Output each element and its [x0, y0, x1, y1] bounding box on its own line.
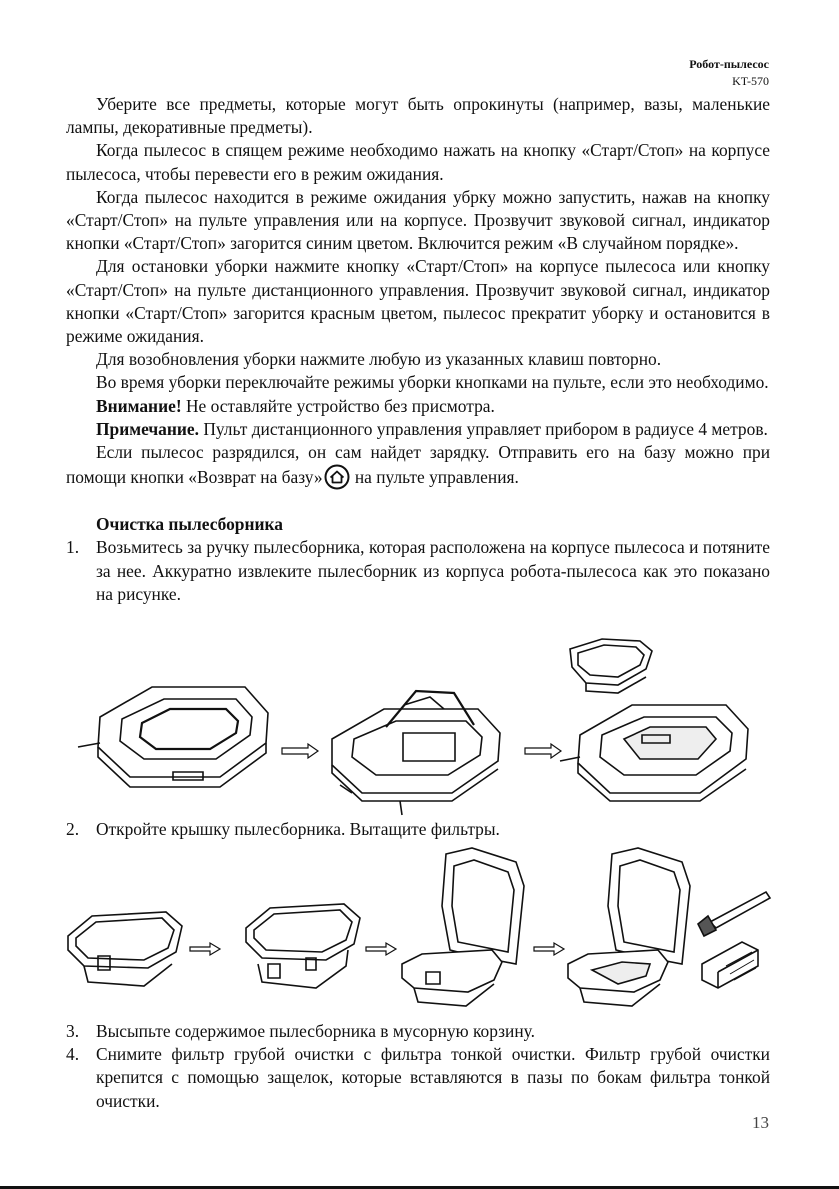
- step-text: Высыпьте содержимое пылесборника в мусорную корзину.: [96, 1021, 535, 1041]
- note-text: Пульт дистанционного управления управляет прибором в радиусе 4 метров.: [198, 418, 768, 439]
- paragraph: Для остановки уборки нажмите кнопку «Старт/Стоп» на корпусе пылесоса или кнопку «Старт/Стоп» на пульте дистанционного управления. Прозвучит звуковой сигнал, индикатор кнопки «Старт/Стоп» загорится красным цветом, пылесос прекратит уборку и остановится в режиме ожидания.: [66, 256, 770, 347]
- arrow-right-icon: [525, 744, 561, 758]
- step-number: 1.: [66, 537, 80, 558]
- figure-open-dustbin: [62, 846, 774, 1012]
- dustbin-removed-illustration: [570, 639, 652, 693]
- base-text: Если пылесос разрядился, он сам найдет зарядку. Отправить его на базу можно при помощи кнопки «Возврат на базу»: [66, 442, 770, 488]
- paragraph: Когда пылесос в спящем режиме необходимо нажать на кнопку «Старт/Стоп» на корпусе пылесоса, чтобы перевести его в режим ожидания.: [66, 140, 770, 184]
- step-text: Снимите фильтр грубой очистки с фильтра тонкой очистки. Фильтр грубой очистки крепится с помощью защелок, которые вставляются в пазы по бокам фильтра тонкой очистки.: [96, 1044, 770, 1111]
- step-number: 3.: [66, 1021, 80, 1041]
- arrow-right-icon: [190, 943, 220, 955]
- paragraph: Уберите все предметы, которые могут быть опрокинуты (например, вазы, маленькие лампы, декоративные предметы).: [66, 94, 770, 138]
- arrow-right-icon: [282, 744, 318, 758]
- paragraph: Для возобновления уборки нажмите любую из указанных клавиш повторно.: [96, 349, 662, 370]
- arrow-right-icon: [366, 943, 396, 955]
- page-header: [689, 56, 769, 90]
- dustbin-closed-illustration: [68, 912, 182, 986]
- base-text-end: на пульте управления.: [350, 467, 519, 488]
- step-2-block: [66, 818, 770, 841]
- step-text: Откройте крышку пылесборника. Вытащите фильтры.: [96, 819, 500, 839]
- steps-list: [66, 536, 770, 606]
- steps-3-4-block: [66, 1020, 770, 1113]
- paragraph: Во время уборки переключайте режимы уборки кнопками на пульте, если это необходимо.: [96, 372, 769, 393]
- list-item: [66, 536, 770, 606]
- robot-open-illustration: [560, 705, 748, 801]
- step-number: 4.: [66, 1044, 80, 1065]
- paragraph: Когда пылесос находится в режиме ожидания убрку можно запустить, нажав на кнопку «Старт/Стоп» на пульте управления или на корпусе. Прозвучит звуковой сигнал, индикатор кнопки «Старт/Стоп» загорится синим цветом. Включится режим «В случайном порядке».: [66, 186, 770, 254]
- warning-label: Внимание!: [96, 395, 182, 416]
- steps-list: [66, 1020, 770, 1113]
- list-item: [66, 818, 770, 841]
- note-label: Примечание.: [96, 418, 199, 439]
- dustbin-filters-removed-illustration: [568, 848, 690, 1006]
- base-paragraph: [66, 441, 770, 490]
- main-text: [66, 93, 770, 606]
- header-model: KT-570: [732, 74, 769, 88]
- warning-paragraph: [66, 395, 770, 418]
- robot-vacuum-illustration: [78, 687, 268, 787]
- list-item: [66, 1043, 770, 1113]
- brush-icon: [698, 892, 770, 936]
- step-text: Возьмитесь за ручку пылесборника, которая расположена на корпусе пылесоса и потяните за нее. Аккуратно извлеките пылесборник из корпуса робота-пылесоса как это показано на рисунке.: [96, 537, 770, 604]
- filter-icon: [702, 942, 758, 988]
- dustbin-lid-open-illustration: [402, 848, 524, 1006]
- arrow-right-icon: [534, 943, 564, 955]
- section-title: Очистка пылесборника: [96, 514, 283, 535]
- dustbin-lid-release-illustration: [246, 904, 360, 988]
- page-number: 13: [752, 1113, 769, 1132]
- steps-list: [66, 818, 770, 841]
- robot-handle-pulled-illustration: [332, 691, 500, 815]
- note-paragraph: [66, 418, 770, 441]
- list-item: [66, 1020, 770, 1043]
- home-icon: [324, 464, 350, 490]
- warning-text: Не оставляйте устройство без присмотра.: [181, 395, 495, 416]
- step-number: 2.: [66, 819, 80, 839]
- figure-remove-dustbin: [70, 635, 770, 820]
- header-title: Робот-пылесос: [689, 57, 769, 71]
